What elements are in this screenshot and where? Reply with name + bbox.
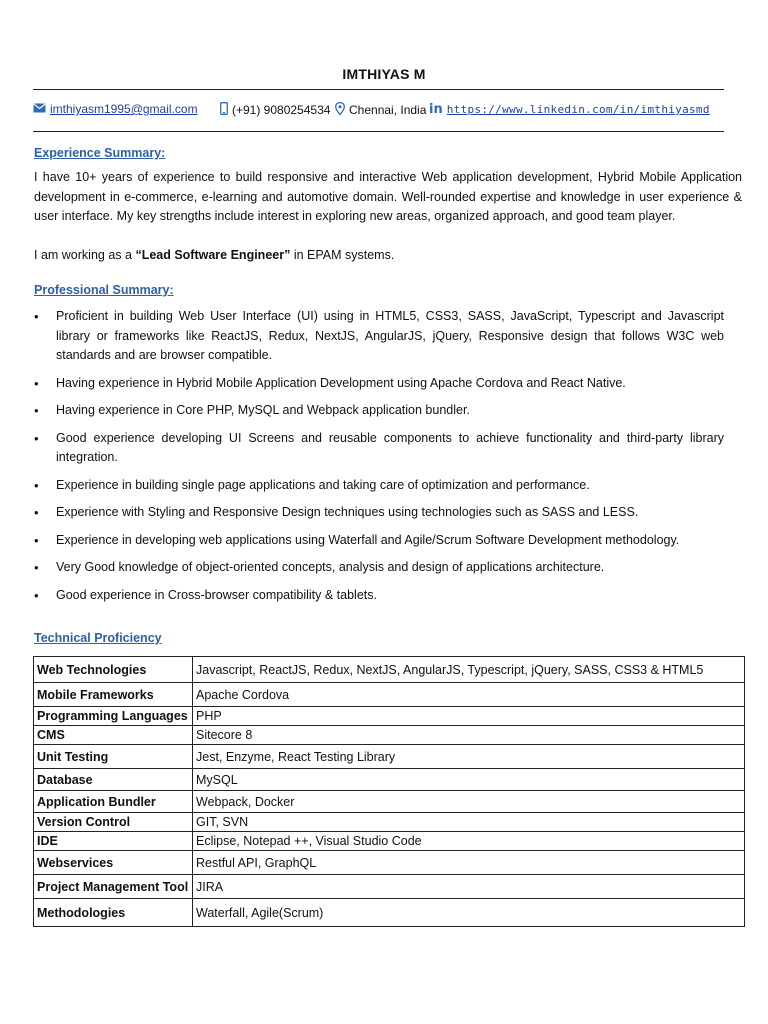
role-title: “Lead Software Engineer” <box>135 248 291 262</box>
header-divider <box>33 89 724 90</box>
table-value: Jest, Enzyme, React Testing Library <box>193 745 745 769</box>
list-item: • Good experience in Cross-browser compatibility & tablets. <box>34 586 724 606</box>
table-value: JIRA <box>193 875 745 899</box>
table-row <box>34 899 745 927</box>
list-item: • Having experience in Core PHP, MySQL and Webpack application bundler. <box>34 401 724 421</box>
table-row <box>34 745 745 769</box>
professional-summary-list <box>34 307 724 613</box>
contact-phone <box>220 102 330 118</box>
list-item: • Experience in developing web applications using Waterfall and Agile/Scrum Software Development methodology. <box>34 531 724 551</box>
contact-bar <box>33 102 733 122</box>
list-item: • Very Good knowledge of object-oriented concepts, analysis and design of applications architecture. <box>34 558 724 578</box>
table-value: GIT, SVN <box>193 813 745 832</box>
technical-proficiency-table <box>33 656 745 927</box>
list-item: • Proficient in building Web User Interface (UI) using in HTML5, CSS3, SASS, JavaScript, Typescript and Javascript library or frameworks like ReactJS, Redux, NextJS, AngularJS, jQuery, Responsive design that follows W3C web standards and are browser compatible. <box>34 307 724 366</box>
role-prefix: I am working as a <box>34 248 136 262</box>
table-value: Eclipse, Notepad ++, Visual Studio Code <box>193 832 745 851</box>
table-key: Mobile Frameworks <box>34 683 193 707</box>
table-value: Sitecore 8 <box>193 726 745 745</box>
table-value: Restful API, GraphQL <box>193 851 745 875</box>
contact-linkedin <box>429 102 710 117</box>
table-row <box>34 683 745 707</box>
table-key: Unit Testing <box>34 745 193 769</box>
envelope-icon <box>33 102 46 116</box>
list-item: • Having experience in Hybrid Mobile Application Development using Apache Cordova and React Native. <box>34 374 724 394</box>
table-key: Webservices <box>34 851 193 875</box>
candidate-name: IMTHIYAS M <box>342 66 426 82</box>
table-row <box>34 813 745 832</box>
technical-proficiency-title: Technical Proficiency <box>34 631 162 645</box>
role-suffix: in EPAM systems. <box>290 248 395 262</box>
email-link[interactable]: imthiyasm1995@gmail.com <box>50 102 198 116</box>
professional-summary-title: Professional Summary: <box>34 283 174 297</box>
table-row <box>34 791 745 813</box>
table-row <box>34 851 745 875</box>
phone-number: (+91) 9080254534 <box>232 103 331 117</box>
location-text: Chennai, India <box>349 103 427 117</box>
table-key: CMS <box>34 726 193 745</box>
table-value: Waterfall, Agile(Scrum) <box>193 899 745 927</box>
experience-summary-title: Experience Summary: <box>34 146 166 160</box>
list-item: • Good experience developing UI Screens and reusable components to achieve functionality and third-party library integration. <box>34 429 724 468</box>
table-row <box>34 875 745 899</box>
table-row <box>34 726 745 745</box>
table-value: PHP <box>193 707 745 726</box>
current-role-paragraph <box>34 246 742 266</box>
phone-icon <box>220 102 228 118</box>
table-key: Programming Languages <box>34 707 193 726</box>
table-key: Application Bundler <box>34 791 193 813</box>
table-value: Webpack, Docker <box>193 791 745 813</box>
table-value: Apache Cordova <box>193 683 745 707</box>
experience-summary-paragraph: I have 10+ years of experience to build responsive and interactive Web application development, Hybrid Mobile Application development in e-commerce, e-learning and automotive domain. Well-rounded expertise and knowledge in user experience & user interface. My key strengths include interest in exploring new areas, organized approach, and good team player. <box>34 170 742 223</box>
table-key: IDE <box>34 832 193 851</box>
table-row <box>34 657 745 683</box>
table-value: MySQL <box>193 769 745 791</box>
list-item: • Experience in building single page applications and taking care of optimization and performance. <box>34 476 724 496</box>
table-row <box>34 769 745 791</box>
table-key: Database <box>34 769 193 791</box>
table-row <box>34 707 745 726</box>
linkedin-link[interactable]: https://www.linkedin.com/in/imthiyasmd <box>446 103 710 116</box>
linkedin-icon: in <box>429 102 443 117</box>
list-item: • Experience with Styling and Responsive Design techniques using technologies such as SASS and LESS. <box>34 503 724 523</box>
contact-location <box>335 102 426 118</box>
table-key: Methodologies <box>34 899 193 927</box>
contact-divider <box>33 131 724 132</box>
map-pin-icon <box>335 102 345 118</box>
table-key: Project Management Tool <box>34 875 193 899</box>
contact-email <box>33 102 198 116</box>
table-value: Javascript, ReactJS, Redux, NextJS, AngularJS, Typescript, jQuery, SASS, CSS3 & HTML5 <box>193 657 745 683</box>
table-row <box>34 832 745 851</box>
table-key: Version Control <box>34 813 193 832</box>
table-key: Web Technologies <box>34 657 193 683</box>
